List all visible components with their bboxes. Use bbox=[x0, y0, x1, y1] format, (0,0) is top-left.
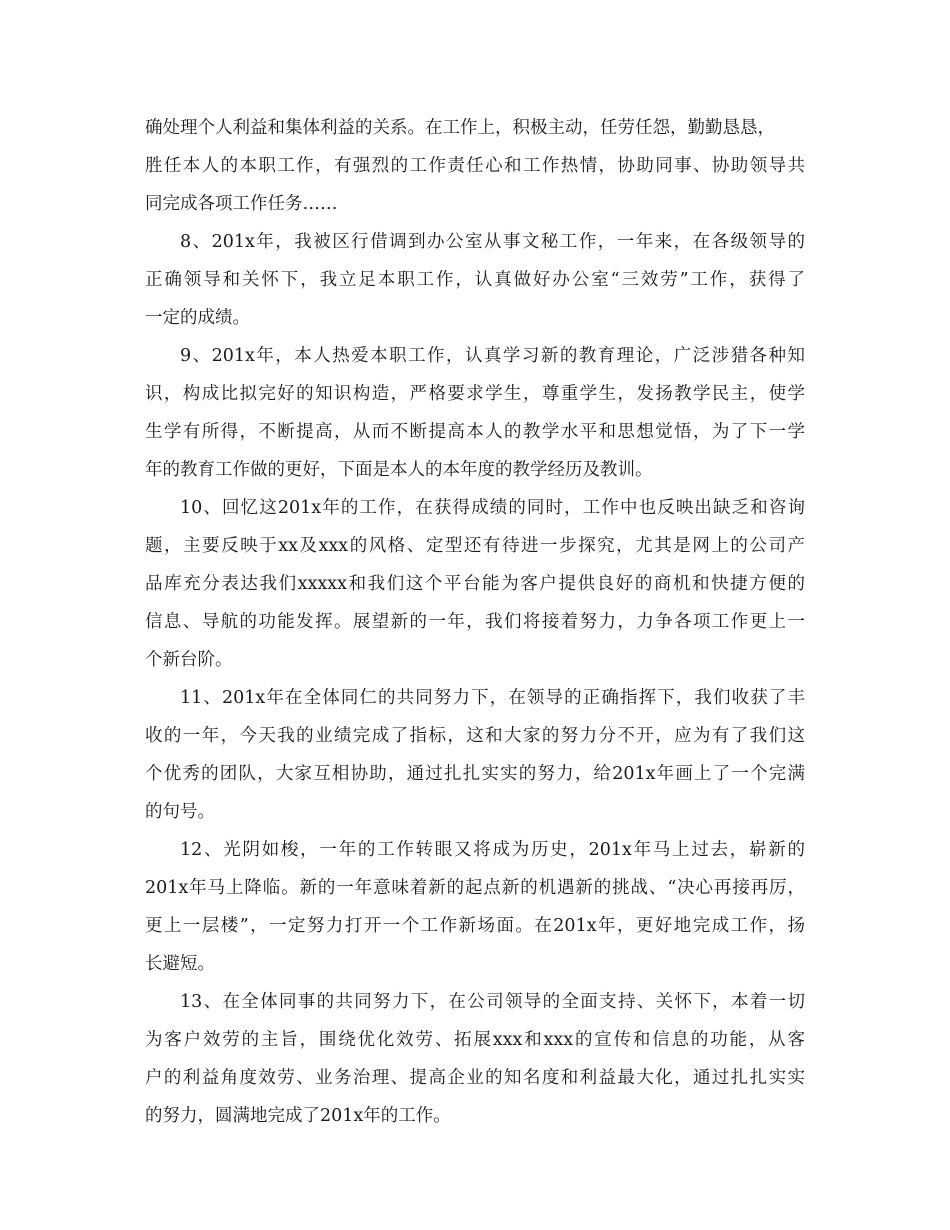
text-line: 生学有所得，不断提高，从而不断提高本人的教学水平和思想觉悟，为了下一学 bbox=[145, 422, 805, 442]
paragraph-11-line: 11、201x年在全体同仁的共同努力下，在领导的正确指挥下，我们收获了丰 bbox=[180, 688, 805, 708]
text-line: 201x年马上降临。新的一年意味着新的起点新的机遇新的挑战、“决心再接再厉， bbox=[145, 878, 805, 898]
text-line: 年的教育工作做的更好，下面是本人的本年度的教学经历及教训。 bbox=[145, 460, 653, 480]
text-line: 的努力，圆满地完成了201x年的工作。 bbox=[145, 1106, 451, 1126]
text-line: 更上一层楼”，一定努力打开一个工作新场面。在201x年，更好地完成工作，扬 bbox=[145, 916, 805, 936]
paragraph-9-line: 9、201x年，本人热爱本职工作，认真学习新的教育理论，广泛涉猎各种知 bbox=[180, 346, 805, 366]
text-line: 信息、导航的功能发挥。展望新的一年，我们将接着努力，力争各项工作更上一 bbox=[145, 612, 805, 632]
text-line: 为客户效劳的主旨，围绕优化效劳、拓展xxx和xxx的宣传和信息的功能，从客 bbox=[145, 1030, 805, 1050]
text-line: 个优秀的团队，大家互相协助，通过扎扎实实的努力，给201x年画上了一个完满 bbox=[145, 764, 805, 784]
text-line: 识，构成比拟完好的知识构造，严格要求学生，尊重学生，发扬教学民主，使学 bbox=[145, 384, 805, 404]
text-line: 个新台阶。 bbox=[145, 650, 233, 670]
paragraph-10-line: 10、回忆这201x年的工作，在获得成绩的同时，工作中也反映出缺乏和咨询 bbox=[180, 498, 805, 518]
text-line: 胜任本人的本职工作，有强烈的工作责任心和工作热情，协助同事、协助领导共 bbox=[145, 156, 805, 176]
text-line: 同完成各项工作任务…… bbox=[145, 194, 338, 214]
text-line: 收的一年，今天我的业绩完成了指标，这和大家的努力分不开，应为有了我们这 bbox=[145, 726, 805, 746]
text-line: 确处理个人利益和集体利益的关系。在工作上，积极主动，任劳任怨，勤勤恳恳， bbox=[145, 118, 775, 138]
text-line: 一定的成绩。 bbox=[145, 308, 250, 328]
text-line: 正确领导和关怀下，我立足本职工作，认真做好办公室“三效劳”工作，获得了 bbox=[145, 270, 805, 290]
text-line: 的句号。 bbox=[145, 802, 215, 822]
paragraph-13-line: 13、在全体同事的共同努力下，在公司领导的全面支持、关怀下，本着一切 bbox=[180, 992, 805, 1012]
text-line: 品库充分表达我们xxxxx和我们这个平台能为客户提供良好的商机和快捷方便的 bbox=[145, 574, 805, 594]
text-line: 题，主要反映于xx及xxx的风格、定型还有待进一步探究，尤其是网上的公司产 bbox=[145, 536, 805, 556]
text-line: 长避短。 bbox=[145, 954, 215, 974]
paragraph-8-line: 8、201x年，我被区行借调到办公室从事文秘工作，一年来，在各级领导的 bbox=[180, 232, 805, 252]
paragraph-12-line: 12、光阴如梭，一年的工作转眼又将成为历史，201x年马上过去，崭新的 bbox=[180, 840, 805, 860]
text-line: 户的利益角度效劳、业务治理、提高企业的知名度和利益最大化，通过扎扎实实 bbox=[145, 1068, 805, 1088]
